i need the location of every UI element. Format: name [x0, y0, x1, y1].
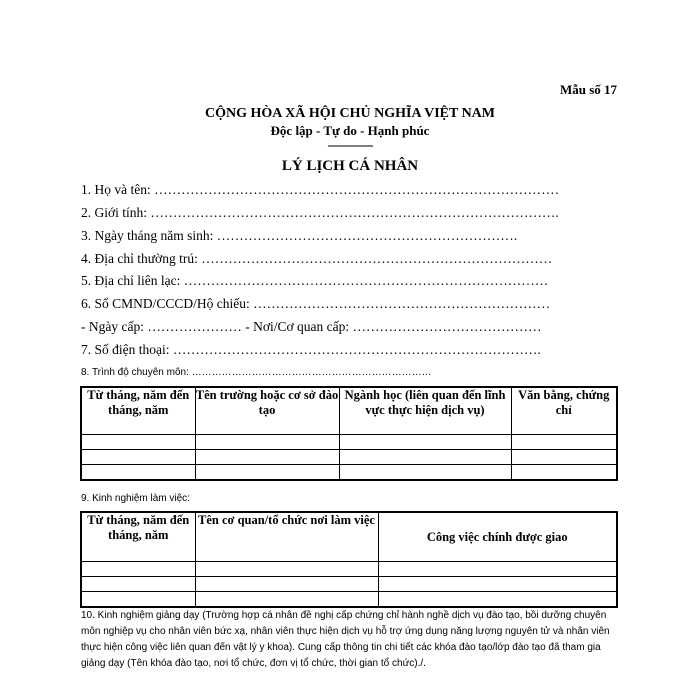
table-header-cell: Từ tháng, năm đến tháng, năm	[81, 512, 195, 562]
table-cell[interactable]	[339, 450, 511, 465]
field-issue-date-place[interactable]: - Ngày cấp: ………………… - Nơi/Cơ quan cấp: ……………………………………	[81, 319, 542, 334]
form-number: Mẫu số 17	[559, 82, 617, 97]
field-full-name[interactable]: 1. Họ và tên: ………………………………………………………………………………	[81, 182, 560, 197]
experience-table	[80, 511, 618, 608]
table-header-cell: Từ tháng, năm đến tháng, năm	[81, 387, 195, 435]
table-cell[interactable]	[81, 465, 195, 481]
table-row	[81, 435, 617, 450]
field-contact-address[interactable]: 5. Địa chỉ liên lạc: ………………………………………………………………………	[81, 273, 549, 288]
table-cell[interactable]	[195, 450, 339, 465]
table-cell[interactable]	[511, 435, 617, 450]
table-header-cell: Công việc chính được giao	[378, 512, 617, 562]
table-cell[interactable]	[378, 592, 617, 608]
table-row	[81, 577, 617, 592]
table-header-cell: Tên cơ quan/tổ chức nơi làm việc	[195, 512, 378, 562]
field-phone[interactable]: 7. Số điện thoại: ……………………………………………………………………….	[81, 342, 541, 357]
table-cell[interactable]	[339, 465, 511, 481]
table-header-row	[81, 387, 617, 435]
field-gender[interactable]: 2. Giới tính: ……………………………………………………………………………….	[81, 205, 559, 220]
table-cell[interactable]	[81, 450, 195, 465]
table-cell[interactable]	[195, 435, 339, 450]
table-cell[interactable]	[195, 592, 378, 608]
table-cell[interactable]	[81, 592, 195, 608]
table-row	[81, 465, 617, 481]
teaching-experience-paragraph: 10. Kinh nghiệm giảng dạy (Trường hợp cá nhân đề nghị cấp chứng chỉ hành nghề dịch vụ đào tạo, bồi dưỡng chuyên môn nghiệp vụ cho nhân viên bức xạ, nhân viên thực hiện dịch vụ hỗ trợ ứng dụng năng lượng nguyên tử và nhân viên thực hiện công việc liên quan đến vật lý y khoa). Cung cấp thông tin chi tiết các khóa đào tạo/lớp đào tạo đã tham gia giảng dạy (Tên khóa đào tạo, nơi tổ chức, đơn vị tổ chức, thời gian tổ chức)./.	[81, 610, 610, 669]
table-cell[interactable]	[511, 465, 617, 481]
national-title: CỘNG HÒA XÃ HỘI CHỦ NGHĨA VIỆT NAM	[204, 106, 495, 121]
field-date-of-birth[interactable]: 3. Ngày tháng năm sinh: ………………………………………………………….	[81, 228, 518, 243]
table-cell[interactable]	[195, 577, 378, 592]
table-cell[interactable]	[511, 450, 617, 465]
table-cell[interactable]	[81, 435, 195, 450]
table-row	[81, 592, 617, 608]
table-cell[interactable]	[195, 465, 339, 481]
table-cell[interactable]	[81, 562, 195, 577]
table-row	[81, 562, 617, 577]
table-header-cell: Ngành học (liên quan đến lĩnh vực thực hiện dịch vụ)	[339, 387, 511, 435]
table-cell[interactable]	[378, 577, 617, 592]
table-cell[interactable]	[339, 435, 511, 450]
field-qualification[interactable]: 8. Trình độ chuyên môn: ………………………………………………………………	[81, 367, 432, 378]
work-experience-label: 9. Kinh nghiệm làm việc:	[81, 493, 190, 504]
table-header-cell: Văn bằng, chứng chỉ	[511, 387, 617, 435]
education-table	[80, 386, 618, 481]
table-cell[interactable]	[378, 562, 617, 577]
field-permanent-address[interactable]: 4. Địa chỉ thường trú: ……………………………………………………………………	[81, 251, 553, 266]
table-header-row	[81, 512, 617, 562]
table-header-cell: Tên trường hoặc cơ sở đào tạo	[195, 387, 339, 435]
document-title: LÝ LỊCH CÁ NHÂN	[281, 158, 419, 174]
table-row	[81, 450, 617, 465]
table-cell[interactable]	[81, 577, 195, 592]
table-cell[interactable]	[195, 562, 378, 577]
field-id-number[interactable]: 6. Số CMND/CCCD/Hộ chiếu: …………………………………………………………	[81, 296, 551, 311]
national-motto: Độc lập - Tự do - Hạnh phúc	[270, 123, 430, 138]
motto-divider: ---------------	[327, 138, 373, 152]
